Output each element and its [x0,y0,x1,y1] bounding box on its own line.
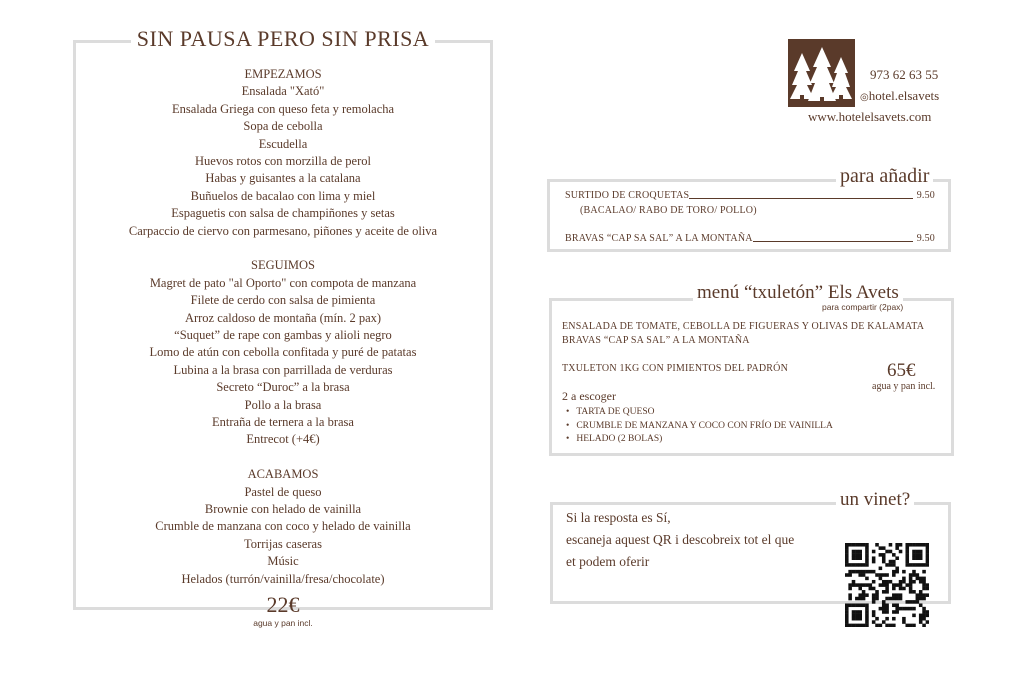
menu-item: Entrecot (+4€) [246,432,320,447]
menu-item: Pollo a la brasa [244,397,322,412]
list-item: • TARTA DE QUESO [562,406,833,420]
menu-item: Escudella [258,136,308,151]
menu-item: Brownie con helado de vainilla [204,502,362,517]
menu-item: Entraña de ternera a la brasa [212,415,354,430]
txuleton-line: BRAVAS “CAP SA SAL” A LA MONTAÑA [562,335,750,346]
menu-item: Crumble de manzana con coco y helado de vainilla [155,519,411,534]
menu-section-heading: EMPEZAMOS [244,67,322,81]
menu-item: Músic [267,554,299,569]
website: www.hotelelsavets.com [808,109,932,124]
txuleton-options [562,406,833,447]
instagram-handle [860,88,939,104]
menu-section-heading: SEGUIMOS [251,258,315,273]
add-row-label: BRAVAS “CAP SA SAL” A LA MONTAÑA [565,233,753,244]
wine-text [566,507,794,573]
txuleton-price-note: agua y pan incl. [872,381,936,392]
wine-title: un vinet? [836,489,914,511]
phone-number: 973 62 63 55 [870,67,939,82]
txuleton-subtitle: para compartir (2pax) [822,302,904,312]
trees-logo-icon [788,39,855,107]
menu-item: Arroz caldoso de montaña (mín. 2 pax) [184,310,382,325]
menu-item: Ensalada "Xató" [241,84,325,99]
menu-item: Buñuelos de bacalao con lima y miel [190,188,376,203]
instagram-text: hotel.elsavets [868,88,940,103]
wine-text-line: et podem oferir [566,554,650,569]
menu-list [73,66,493,588]
menu-section-heading: ACABAMOS [247,467,319,482]
menu-price: 22€ [266,592,300,617]
add-row-label: SURTIDO DE CROQUETAS [565,190,690,201]
qr-code-icon[interactable] [845,543,929,627]
txuleton-choose-label: 2 a escoger [562,389,616,403]
add-row-bravas [565,233,935,244]
add-row-price: 9.50 [916,233,935,244]
menu-item: “Suquet” de rape con gambas y alioli negro [174,328,392,343]
menu-item: Habas y guisantes a la catalana [205,171,361,186]
menu-item: Lomo de atún con cebolla confitada y puré de patatas [149,345,417,360]
list-item: • HELADO (2 BOLAS) [562,433,833,447]
menu-item: Torrijas caseras [244,536,322,551]
txuleton-title: menú “txuletón” Els Avets [693,282,903,304]
menu-item: Espaguetis con salsa de champiñones y setas [171,206,395,221]
add-title: para añadir [836,165,933,188]
menu-item: Pastel de queso [244,484,322,499]
menu-item: Secreto “Duroc” a la brasa [216,380,350,395]
menu-item: Helados (turrón/vainilla/fresa/chocolate) [181,571,385,586]
menu-item: Filete de cerdo con salsa de pimienta [190,293,376,308]
wine-text-line: Si la resposta es Sí, [566,510,671,525]
txuleton-price: 65€ [887,360,916,381]
list-item: • CRUMBLE DE MANZANA Y COCO CON FRÍO DE VAINILLA [562,420,833,434]
menu-item: Huevos rotos con morzilla de perol [195,154,371,169]
wine-text-line: escaneja aquest QR i descobreix tot el que [566,532,795,547]
add-row-price: 9.50 [916,190,935,201]
menu-item: Carpaccio de ciervo con parmesano, piñones y aceite de oliva [128,223,438,238]
menu-item: Lubina a la brasa con parrillada de verduras [173,362,393,377]
menu-price-note: agua y pan incl. [253,618,313,628]
menu-title: SIN PAUSA PERO SIN PRISA [73,26,493,52]
instagram-icon: ◎ [860,92,869,103]
menu-item: Sopa de cebolla [243,119,323,134]
menu-item: Magret de pato "al Oporto" con compota de manzana [149,275,417,290]
add-row-croquetas [565,190,935,201]
txuleton-line: ENSALADA DE TOMATE, CEBOLLA DE FIGUERAS Y OLIVAS DE KALAMATA [562,321,925,332]
add-row-subtitle: (BACALAO/ RABO DE TORO/ POLLO) [580,205,757,216]
txuleton-line: TXULETON 1KG CON PIMIENTOS DEL PADRÓN [562,363,789,374]
menu-item: Ensalada Griega con queso feta y remolacha [171,101,395,116]
